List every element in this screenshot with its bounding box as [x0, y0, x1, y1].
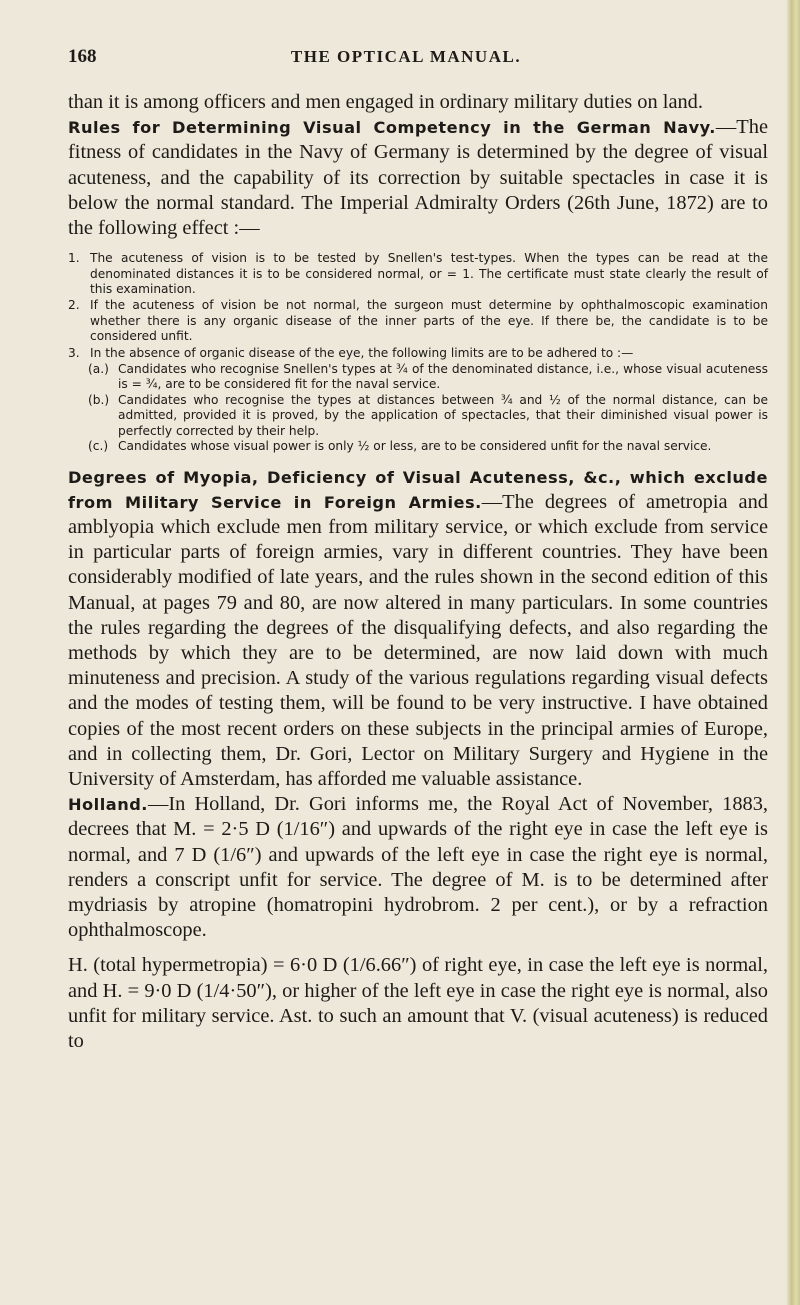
running-header: [68, 46, 768, 68]
section-heading: Rules for Determining Visual Competency in the German Navy.: [68, 118, 716, 138]
list-item: 3. In the absence of organic disease of the eye, the following limits are to be adhered to :—: [68, 345, 634, 360]
section-heading: Holland.: [68, 795, 148, 815]
list-item: (c.) Candidates whose visual power is only ½ or less, are to be considered unfit for the naval service.: [88, 439, 712, 454]
section-heading: Degrees of Myopia, Deficiency of Visual Acuteness, &c., which exclude from Military Service in Foreign Armies.: [68, 467, 768, 512]
list-item: 1. The acuteness of vision is to be tested by Snellen's test-types. When the types can be read at the denominated distances it is to be considered normal, or = 1. The certificate must state clearly the result of this examination.: [68, 251, 768, 297]
list-item: (a.) Candidates who recognise Snellen's types at ¾ of the denominated distance, i.e., whose visual acuteness is = ¾, are to be considered fit for the naval service.: [88, 362, 768, 392]
list-item: (b.) Candidates who recognise the types at distances between ¾ and ½ of the normal distance, can be admitted, provided it is proved, by the application of spectacles, that their diminished visual power is perfectly corrected by their help.: [88, 392, 768, 438]
paragraph-german-navy: Rules for Determining Visual Competency in the German Navy.—The fitness of candidates in the Navy of Germany is determined by the degree of visual acuteness, and the capability of its correction by suitable spectacles in case it is below the normal standard. The Imperial Admiralty Orders (26th June, 1872) are to the following effect :—: [68, 116, 768, 240]
page-edge: [786, 0, 800, 1305]
paragraph-foreign-armies: Degrees of Myopia, Deficiency of Visual Acuteness, &c., which exclude from Military Service in Foreign Armies.—The degrees of ametropia and amblyopia which exclude men from military service, or which exclude from service in particular parts of foreign armies, vary in different countries. They have been considerably modified of late years, and the rules shown in the second edition of this Manual, at pages 79 and 80, are now altered in many particulars. In some countries the rules regarding the degrees of the disqualifying defects, and also regarding the methods by which they are to be determined, are now laid down with much minuteness and precision. A study of the various regulations regarding visual defects and the modes of testing them, will be found to be very instructive. I have obtained copies of the most recent orders on these subjects in the principal armies of Europe, and in collecting them, Dr. Gori, Lector on Military Surgery and Hygiene in the University of Amsterdam, has afforded me valuable assistance.: [68, 467, 768, 790]
book-page: [68, 46, 768, 1054]
paragraph-hypermetropia: H. (total hypermetropia) = 6·0 D (1/6.66″) of right eye, in case the left eye is normal, and H. = 9·0 D (1/4·50″), or higher of the left eye in case the right eye is normal, also unfit for military service. Ast. to such an amount that V. (visual acuteness) is reduced to: [68, 954, 768, 1052]
orders-list: [68, 251, 768, 454]
list-item: 2. If the acuteness of vision be not normal, the surgeon must determine by ophthalmoscopic examination whether there is any organic disease of the inner parts of the eye. If there be, the candidate is to be considered unfit.: [68, 298, 768, 344]
running-title: THE OPTICAL MANUAL.: [290, 47, 522, 66]
page-number: 168: [68, 46, 97, 67]
paragraph-intro: than it is among officers and men engaged in ordinary military duties on land.: [68, 91, 703, 113]
paragraph-holland: Holland.—In Holland, Dr. Gori informs me, the Royal Act of November, 1883, decrees that M. = 2·5 D (1/16″) and upwards of the right eye in case the left eye is normal, and 7 D (1/6″) and upwards of the left eye in case the right eye is normal, renders a conscript unfit for service. The degree of M. is to be determined after mydriasis by atropine (homatropini hydrobrom. 2 per cent.), or by a refraction ophthalmoscope.: [68, 793, 768, 942]
